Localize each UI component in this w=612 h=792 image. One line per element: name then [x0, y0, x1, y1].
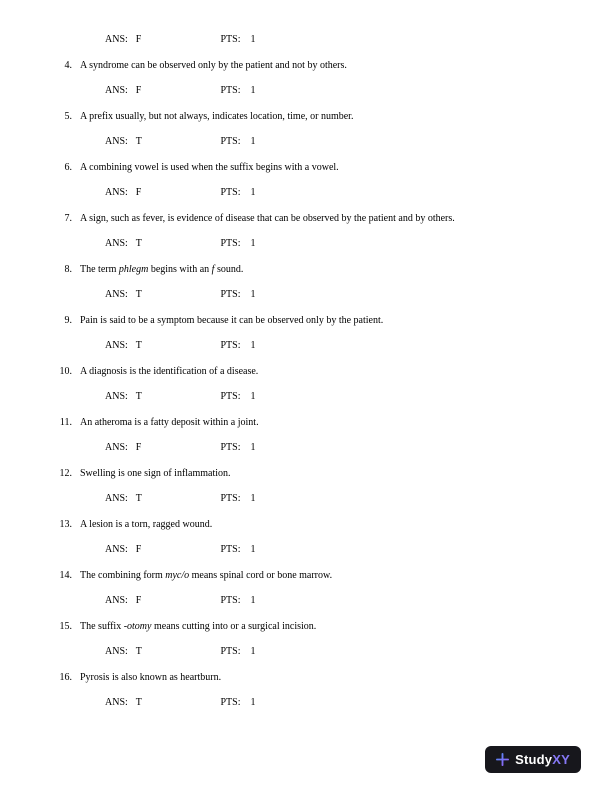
- question-text: A sign, such as fever, is evidence of disease that can be observed by the patient and by others.: [80, 212, 455, 224]
- plus-icon: [496, 753, 509, 766]
- questions-container: [0, 53, 612, 716]
- question-item: [0, 257, 612, 308]
- question-line: [0, 359, 612, 385]
- points-group: [221, 340, 256, 351]
- question-item: [0, 512, 612, 563]
- answer-group: [105, 486, 218, 512]
- pts-value: 1: [250, 442, 256, 453]
- question-line: [0, 614, 612, 640]
- points-group: [221, 85, 256, 96]
- points-group: [221, 697, 256, 708]
- question-number: 15.: [59, 620, 72, 632]
- question-line: [0, 512, 612, 538]
- pts-label: PTS:: [220, 442, 241, 453]
- ans-label: ANS:: [105, 238, 128, 249]
- question-item: [0, 104, 612, 155]
- question-number: 5.: [64, 110, 72, 122]
- ans-label: ANS:: [105, 646, 128, 657]
- pts-label: PTS:: [220, 646, 241, 657]
- ans-label: ANS:: [105, 289, 128, 300]
- brand-xy-text: XY: [552, 752, 570, 767]
- pts-label: PTS:: [220, 85, 241, 96]
- pts-value: 1: [250, 391, 256, 402]
- question-number: 12.: [59, 467, 72, 479]
- question-line: [0, 308, 612, 334]
- question-line: [0, 563, 612, 589]
- ans-label: ANS:: [105, 340, 128, 351]
- question-line: [0, 410, 612, 436]
- pts-value: 1: [250, 493, 256, 504]
- ans-value: T: [135, 493, 142, 504]
- question-text: A combining vowel is used when the suffix begins with a vowel.: [80, 161, 339, 173]
- answer-line: [0, 231, 612, 257]
- brand-study-text: Study: [515, 752, 553, 767]
- answer-group: [105, 537, 218, 563]
- question-text: A lesion is a torn, ragged wound.: [80, 518, 213, 530]
- ans-value: T: [135, 340, 142, 351]
- ans-value: T: [135, 697, 142, 708]
- answer-group: [105, 129, 218, 155]
- question-item: [0, 614, 612, 665]
- question-item: [0, 563, 612, 614]
- answer-line: [0, 435, 612, 461]
- points-group: [221, 238, 256, 249]
- pts-value: 1: [250, 187, 256, 198]
- points-group: [221, 391, 256, 402]
- points-group: [221, 136, 256, 147]
- pts-label: PTS:: [220, 187, 241, 198]
- question-list: [0, 27, 612, 716]
- question-line: [0, 206, 612, 232]
- question-text: A prefix usually, but not always, indicates location, time, or number.: [80, 110, 354, 122]
- ans-label: ANS:: [105, 136, 128, 147]
- brand-text: [515, 752, 570, 767]
- answer-group: [105, 27, 218, 53]
- pts-value: 1: [250, 34, 256, 45]
- question-number: 6.: [64, 161, 72, 173]
- points-group: [221, 289, 256, 300]
- answer-group: [105, 588, 218, 614]
- question-line: [0, 461, 612, 487]
- pts-value: 1: [250, 238, 256, 249]
- question-item: [0, 665, 612, 716]
- ans-label: ANS:: [105, 85, 128, 96]
- question-line: [0, 665, 612, 691]
- points-group: [221, 544, 256, 555]
- pts-value: 1: [250, 85, 256, 96]
- pts-value: 1: [250, 544, 256, 555]
- ans-value: T: [135, 289, 142, 300]
- question-text: A syndrome can be observed only by the patient and not by others.: [80, 59, 347, 71]
- ans-value: T: [135, 136, 142, 147]
- question-item: [0, 206, 612, 257]
- pts-value: 1: [250, 340, 256, 351]
- answer-group: [105, 639, 218, 665]
- ans-label: ANS:: [105, 493, 128, 504]
- question-text: The combining form myc/o means spinal cord or bone marrow.: [80, 569, 333, 581]
- answer-group: [105, 384, 218, 410]
- question-text: Pain is said to be a symptom because it can be observed only by the patient.: [80, 314, 384, 326]
- answer-line: [0, 486, 612, 512]
- ans-value: F: [135, 85, 142, 96]
- answer-line: [0, 384, 612, 410]
- pts-label: PTS:: [220, 238, 241, 249]
- ans-label: ANS:: [105, 544, 128, 555]
- question-text: An atheroma is a fatty deposit within a joint.: [80, 416, 259, 428]
- pts-label: PTS:: [220, 340, 241, 351]
- pts-value: 1: [250, 136, 256, 147]
- answer-group: [105, 282, 218, 308]
- answer-line: [0, 537, 612, 563]
- points-group: [221, 595, 256, 606]
- question-item: [0, 308, 612, 359]
- pts-label: PTS:: [220, 595, 241, 606]
- question-text: Pyrosis is also known as heartburn.: [80, 671, 222, 683]
- answer-line-partial: [0, 27, 612, 53]
- pts-label: PTS:: [220, 289, 241, 300]
- ans-value: F: [135, 595, 142, 606]
- answer-line: [0, 180, 612, 206]
- ans-value: F: [135, 442, 142, 453]
- ans-value: T: [135, 238, 142, 249]
- question-item: [0, 461, 612, 512]
- answer-line: [0, 78, 612, 104]
- question-number: 9.: [64, 314, 72, 326]
- question-number: 14.: [59, 569, 72, 581]
- answer-group: [105, 690, 218, 716]
- answer-line: [0, 588, 612, 614]
- question-text: The suffix -otomy means cutting into or a surgical incision.: [80, 620, 317, 632]
- pts-label: PTS:: [220, 391, 241, 402]
- ans-label: ANS:: [105, 391, 128, 402]
- question-item: [0, 53, 612, 104]
- question-number: 4.: [64, 59, 72, 71]
- pts-label: PTS:: [220, 136, 241, 147]
- question-number: 10.: [59, 365, 72, 377]
- question-line: [0, 257, 612, 283]
- pts-value: 1: [250, 289, 256, 300]
- question-number: 7.: [64, 212, 72, 224]
- question-item: [0, 359, 612, 410]
- answer-group: [105, 231, 218, 257]
- answer-line: [0, 129, 612, 155]
- points-group: [221, 493, 256, 504]
- question-item: [0, 155, 612, 206]
- pts-value: 1: [250, 646, 256, 657]
- question-text: Swelling is one sign of inflammation.: [80, 467, 231, 479]
- question-number: 16.: [59, 671, 72, 683]
- answer-line: [0, 333, 612, 359]
- question-line: [0, 155, 612, 181]
- answer-group: [105, 333, 218, 359]
- answer-line: [0, 639, 612, 665]
- ans-label: ANS:: [105, 34, 128, 45]
- pts-value: 1: [250, 697, 256, 708]
- ans-value: F: [135, 544, 142, 555]
- points-group: [221, 646, 256, 657]
- points-group: [221, 442, 256, 453]
- answer-group: [105, 78, 218, 104]
- answer-group: [105, 435, 218, 461]
- question-text: A diagnosis is the identification of a disease.: [80, 365, 259, 377]
- question-line: [0, 53, 612, 79]
- points-group: [221, 187, 256, 198]
- question-number: 11.: [59, 416, 72, 428]
- ans-value: T: [135, 391, 142, 402]
- pts-value: 1: [250, 595, 256, 606]
- ans-value: F: [135, 187, 142, 198]
- ans-value: F: [135, 34, 142, 45]
- question-text: The term phlegm begins with an f sound.: [80, 263, 244, 275]
- question-number: 8.: [64, 263, 72, 275]
- ans-label: ANS:: [105, 595, 128, 606]
- pts-label: PTS:: [220, 493, 241, 504]
- ans-label: ANS:: [105, 697, 128, 708]
- answer-line: [0, 282, 612, 308]
- pts-label: PTS:: [220, 544, 241, 555]
- ans-label: ANS:: [105, 442, 128, 453]
- pts-label: PTS:: [220, 697, 241, 708]
- answer-line: [0, 690, 612, 716]
- ans-value: T: [135, 646, 142, 657]
- question-number: 13.: [59, 518, 72, 530]
- studyxy-badge: [485, 746, 581, 773]
- question-line: [0, 104, 612, 130]
- answer-group: [105, 180, 218, 206]
- points-group: [221, 34, 256, 45]
- ans-label: ANS:: [105, 187, 128, 198]
- question-item: [0, 410, 612, 461]
- pts-label: PTS:: [220, 34, 241, 45]
